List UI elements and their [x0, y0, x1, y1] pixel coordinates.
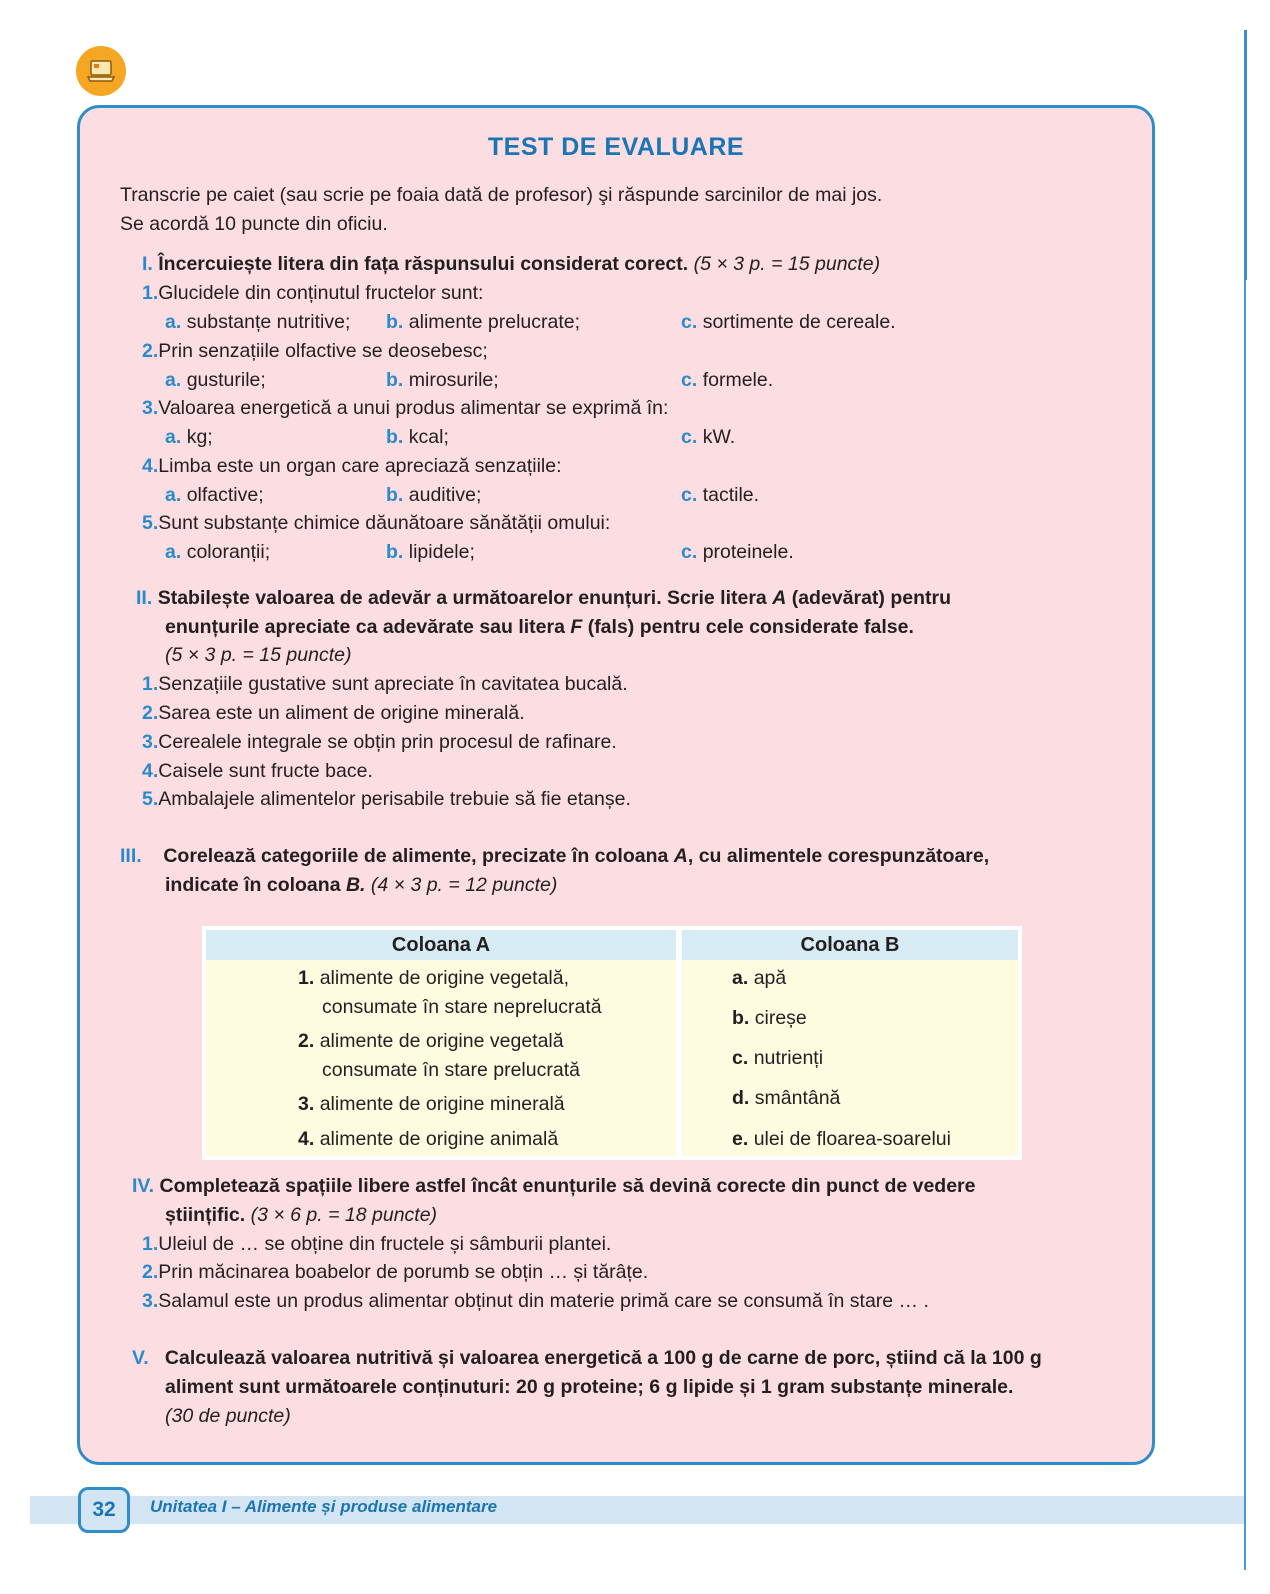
- matching-table: [202, 926, 1022, 1160]
- statement-4: 4.Caisele sunt fructe bace.: [142, 760, 373, 782]
- option-5a: a. coloranții;: [165, 541, 271, 563]
- page-edge-rule: [1244, 30, 1246, 1570]
- evaluation-card: [77, 105, 1155, 1465]
- option-2a: a. gusturile;: [165, 369, 266, 391]
- column-a-item-4: 4. alimente de origine animală: [298, 1128, 559, 1150]
- option-1a: a. substanțe nutritive;: [165, 311, 351, 333]
- fill-in-3: 3.Salamul este un produs alimentar obținut din materie primă care se consumă în stare … .: [142, 1290, 929, 1312]
- column-a-header: Coloana A: [206, 930, 682, 960]
- section-5-heading-line-2: aliment sunt următoarele conținuturi: 20 g proteine; 6 g lipide și 1 gram substanțe minerale.: [165, 1376, 1014, 1398]
- unit-title: Unitatea I – Alimente și produse alimentare: [150, 1497, 498, 1516]
- intro-line-1: Transcrie pe caiet (sau scrie pe foaia dată de profesor) şi răspunde sarcinilor de mai jos.: [120, 184, 883, 206]
- column-b-item-c: c. nutrienți: [732, 1047, 824, 1069]
- column-b-cell: [682, 960, 1018, 1156]
- option-3b: b. kcal;: [386, 426, 449, 448]
- statement-3: 3.Cerealele integrale se obțin prin procesul de rafinare.: [142, 731, 617, 753]
- column-a-item-1: 1. alimente de origine vegetală,: [298, 967, 570, 989]
- column-b-item-b: b. cireșe: [732, 1007, 807, 1029]
- column-a-item-2-cont: consumate în stare prelucrată: [322, 1059, 580, 1081]
- option-3c: c. kW.: [681, 426, 736, 448]
- column-b-item-e: e. ulei de floarea-soarelui: [732, 1128, 951, 1150]
- option-2c: c. formele.: [681, 369, 774, 391]
- column-a-item-3: 3. alimente de origine minerală: [298, 1093, 565, 1115]
- option-4a: a. olfactive;: [165, 484, 264, 506]
- intro-line-2: Se acordă 10 puncte din oficiu.: [120, 213, 388, 235]
- statement-5: 5.Ambalajele alimentelor perisabile trebuie să fie etanșe.: [142, 788, 631, 810]
- column-b-item-a: a. apă: [732, 967, 787, 989]
- laptop-icon: [76, 46, 126, 96]
- question-3: 3.Valoarea energetică a unui produs alimentar se exprimă în:: [142, 397, 669, 419]
- page-number: 32: [78, 1487, 130, 1533]
- column-a-item-1-cont: consumate în stare neprelucrată: [322, 996, 602, 1018]
- section-5-heading-line-1: V. Calculează valoarea nutritivă și valoarea energetică a 100 g de carne de porc, știind că la 100 g: [132, 1347, 1042, 1369]
- option-1c: c. sortimente de cereale.: [681, 311, 896, 333]
- option-2b: b. mirosurile;: [386, 369, 499, 391]
- question-1: 1.Glucidele din conținutul fructelor sunt:: [142, 282, 484, 304]
- option-5c: c. proteinele.: [681, 541, 794, 563]
- section-4-heading-line-1: IV. Completează spațiile libere astfel încât enunțurile să devină corecte din punct de vedere: [132, 1175, 976, 1197]
- section-2-heading-line-1: II. Stabilește valoarea de adevăr a următoarelor enunțuri. Scrie litera A (adevărat) pentru: [136, 587, 951, 609]
- fill-in-1: 1.Uleiul de … se obține din fructele și sâmburii plantei.: [142, 1233, 612, 1255]
- question-2: 2.Prin senzațiile olfactive se deosebesc;: [142, 340, 488, 362]
- statement-1: 1.Senzațiile gustative sunt apreciate în cavitatea bucală.: [142, 673, 628, 695]
- section-2-points: (5 × 3 p. = 15 puncte): [165, 644, 352, 666]
- question-5: 5.Sunt substanțe chimice dăunătoare sănătății omului:: [142, 512, 611, 534]
- question-4: 4.Limba este un organ care apreciază senzațiile:: [142, 455, 562, 477]
- option-4b: b. auditive;: [386, 484, 482, 506]
- option-5b: b. lipidele;: [386, 541, 475, 563]
- fill-in-2: 2.Prin măcinarea boabelor de porumb se obțin … și tărâțe.: [142, 1261, 649, 1283]
- page-title: TEST DE EVALUARE: [487, 133, 745, 161]
- option-4c: c. tactile.: [681, 484, 760, 506]
- section-4-heading-line-2: științific. (3 × 6 p. = 18 puncte): [165, 1204, 438, 1226]
- column-a-cell: [206, 960, 682, 1156]
- column-a-item-2: 2. alimente de origine vegetală: [298, 1030, 564, 1052]
- option-3a: a. kg;: [165, 426, 213, 448]
- column-b-item-d: d. smântână: [732, 1087, 841, 1109]
- section-3-heading-line-2: indicate în coloana B. (4 × 3 p. = 12 puncte): [165, 874, 558, 896]
- statement-2: 2.Sarea este un aliment de origine minerală.: [142, 702, 525, 724]
- option-1b: b. alimente prelucrate;: [386, 311, 581, 333]
- section-3-heading-line-1: III. Corelează categoriile de alimente, precizate în coloana A, cu alimentele corespunzătoare,: [120, 845, 990, 867]
- section-1-heading: I. Încercuiește litera din fața răspunsului considerat corect. (5 × 3 p. = 15 puncte): [142, 253, 881, 275]
- section-2-heading-line-2: enunțurile apreciate ca adevărate sau litera F (fals) pentru cele considerate false.: [165, 616, 914, 638]
- column-b-header: Coloana B: [682, 930, 1018, 960]
- section-5-points: (30 de puncte): [165, 1405, 291, 1427]
